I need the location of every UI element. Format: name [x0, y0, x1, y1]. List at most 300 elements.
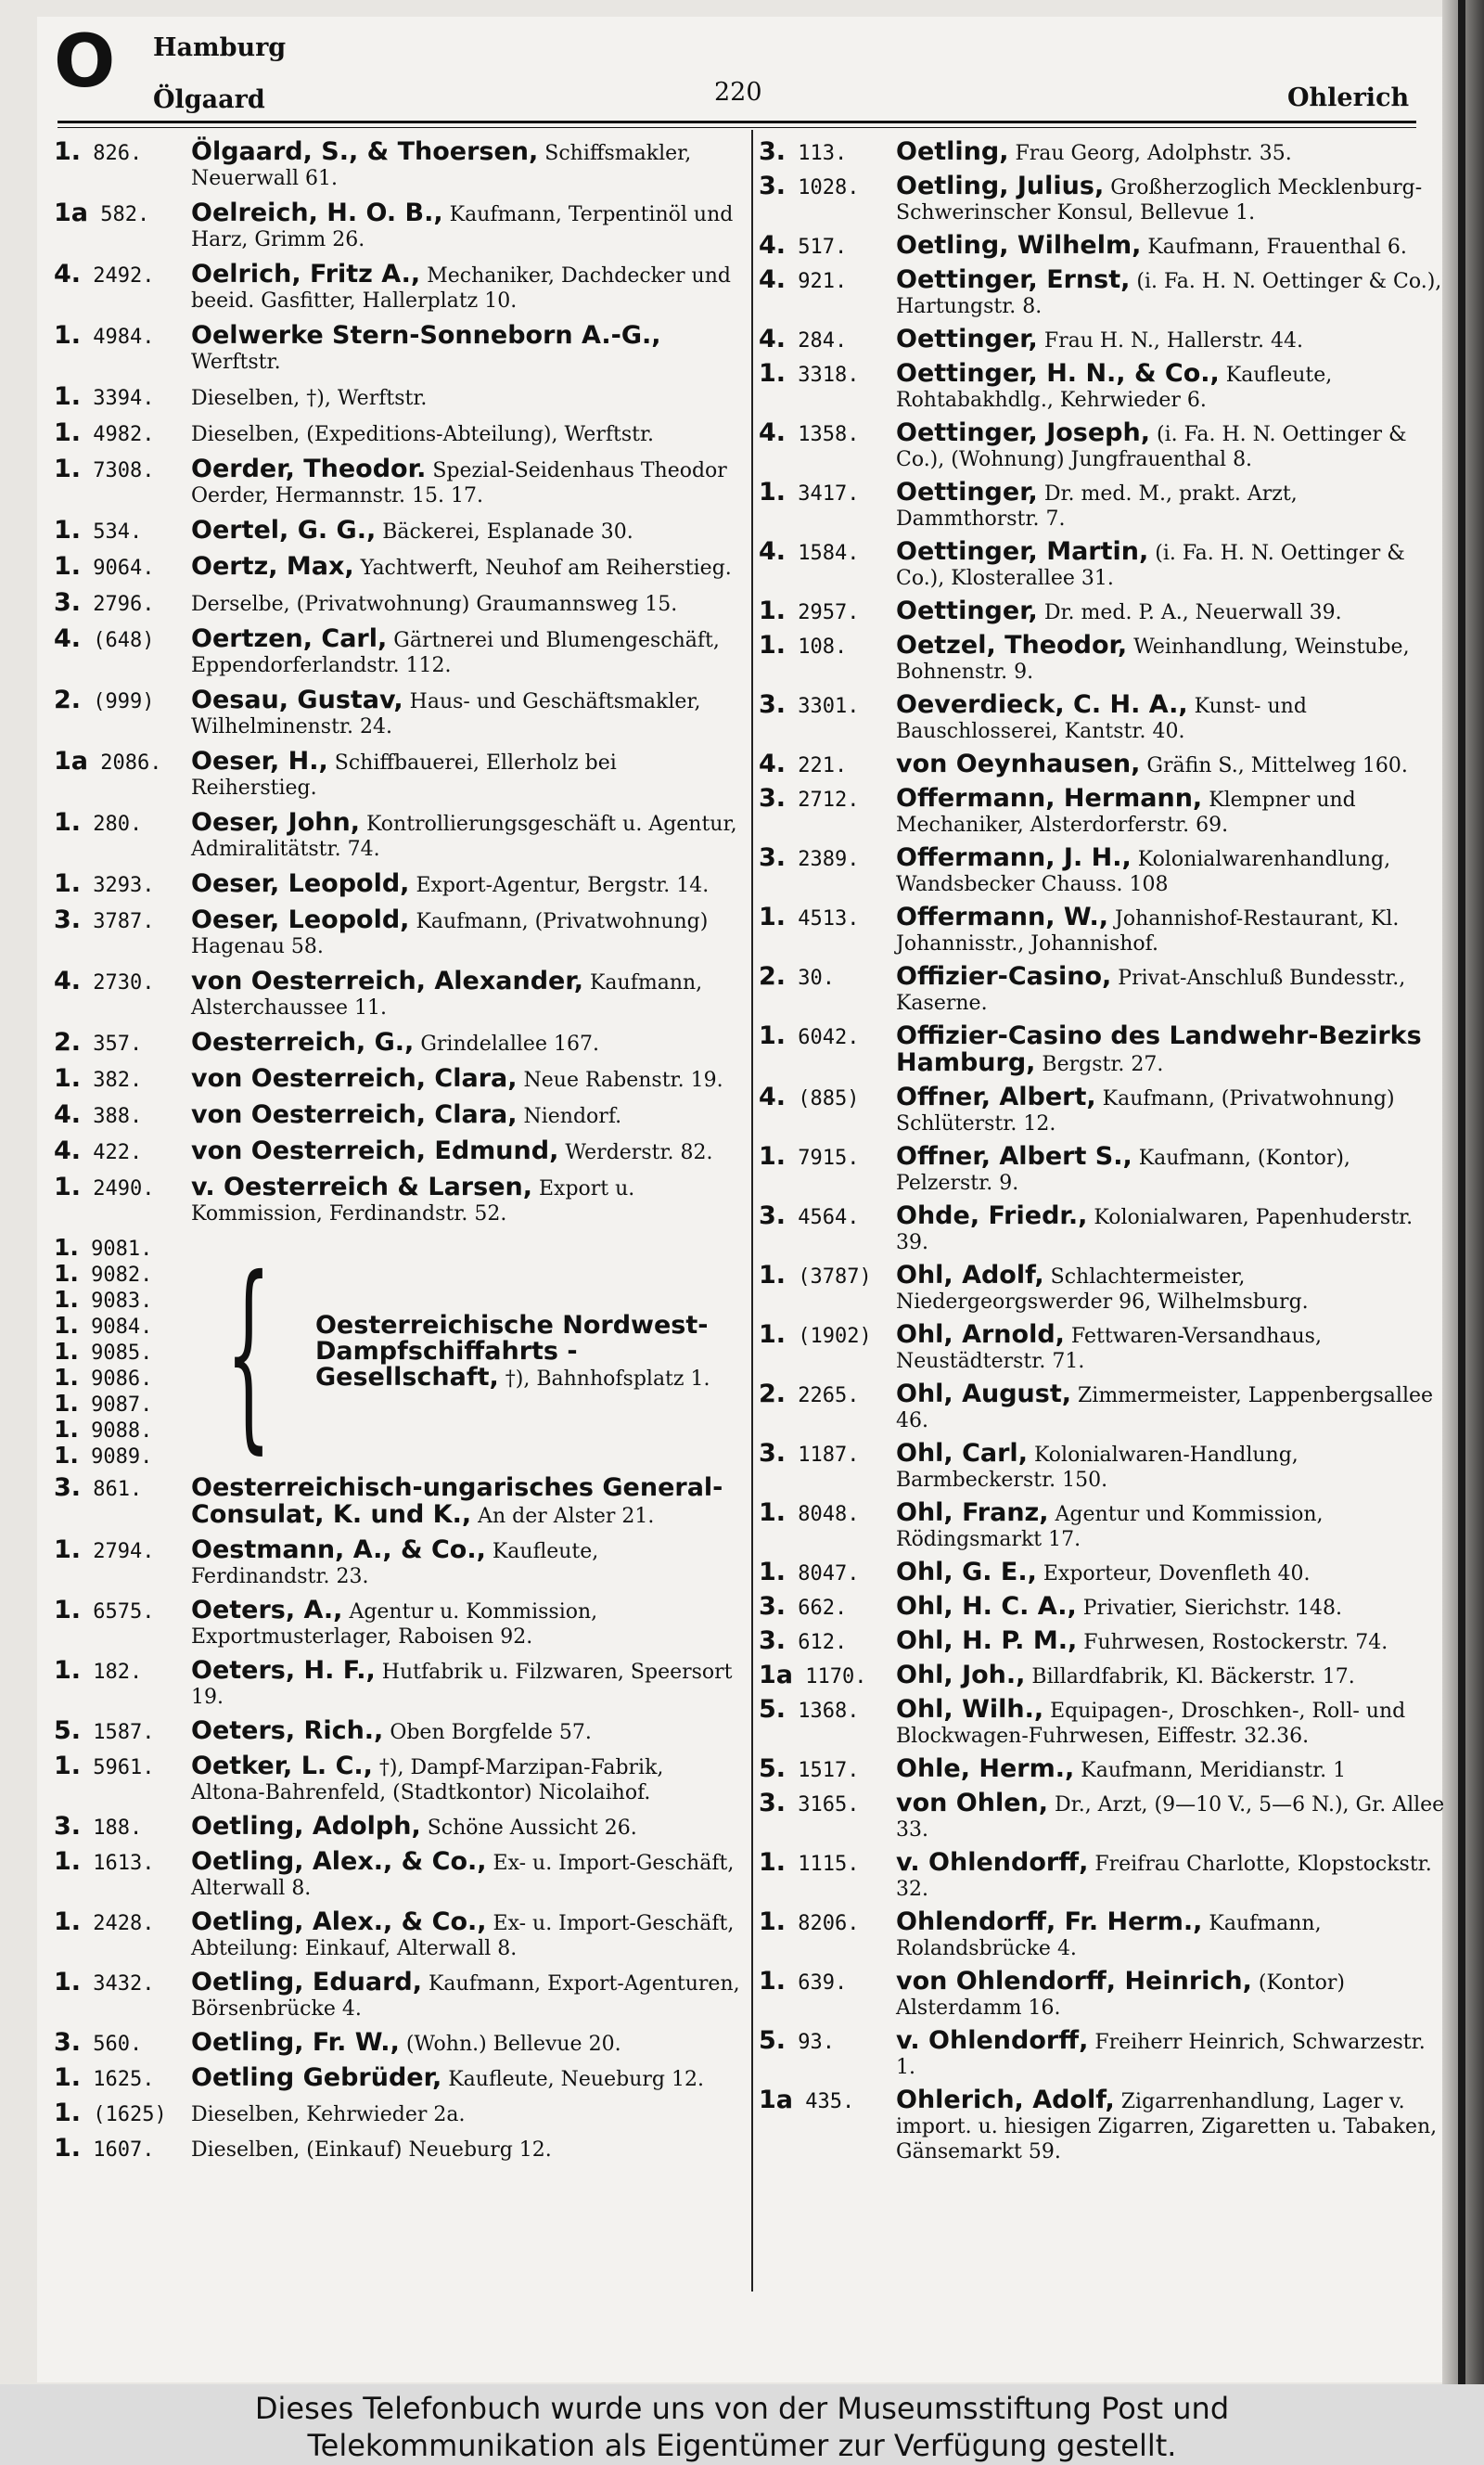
- entry-code: [54, 1598, 191, 1624]
- directory-entry: [759, 1263, 1445, 1315]
- entry-text: [896, 751, 1445, 778]
- exchange-code: 1.: [759, 359, 787, 388]
- directory-entry: [759, 1663, 1445, 1689]
- grouped-code: [54, 1366, 191, 1392]
- directory-entry: [759, 633, 1445, 685]
- header-rule-thin: [58, 127, 1416, 128]
- phone-number: 534.: [93, 520, 143, 544]
- phone-number: 9088.: [91, 1419, 153, 1443]
- entry-code: [54, 907, 191, 934]
- exchange-code: 1.: [759, 631, 787, 660]
- exchange-code: 1.: [54, 1260, 79, 1287]
- entry-details: Werftstr.: [191, 351, 281, 374]
- entry-details: Kaufmann, Meridianstr. 1: [1081, 1759, 1347, 1782]
- entry-text: [896, 1697, 1445, 1749]
- exchange-code: 1.: [759, 1261, 787, 1290]
- exchange-code: 4.: [759, 231, 787, 260]
- entry-details: Klempner und Mechaniker, Alsterdorferstr. 69.: [896, 789, 1356, 837]
- entry-name: v. Ohlendorff,: [896, 2026, 1089, 2055]
- exchange-code: 3.: [759, 1592, 787, 1621]
- directory-entry: [759, 2087, 1445, 2164]
- entry-text: [896, 539, 1445, 591]
- entry-text: [191, 1658, 740, 1710]
- exchange-code: 1.: [54, 1312, 79, 1339]
- directory-entry: [759, 1144, 1445, 1196]
- directory-entry: [54, 810, 740, 862]
- entry-details: Kaufmann, Frauenthal 6.: [1147, 236, 1407, 259]
- entry-name: Offizier-Casino,: [896, 962, 1112, 991]
- directory-entry: [759, 1441, 1445, 1493]
- phone-number: 826.: [93, 142, 143, 165]
- header-city: Hamburg: [153, 33, 287, 62]
- entry-text: [191, 1138, 740, 1165]
- grouped-code: [54, 1340, 191, 1366]
- entry-text: [191, 384, 740, 411]
- entry-name: Ohl, Joh.,: [896, 1661, 1026, 1689]
- phone-number: 4564.: [798, 1206, 860, 1229]
- entry-text: [896, 1628, 1445, 1655]
- entry-name: Oetling, Eduard,: [191, 1968, 422, 1996]
- phone-number: (999): [93, 690, 155, 713]
- entry-name: Ohl, H. P. M.,: [896, 1626, 1078, 1655]
- entry-text: [896, 1909, 1445, 1961]
- directory-entry: [759, 1381, 1445, 1433]
- entry-code: [759, 1969, 896, 1996]
- phone-number: 3165.: [798, 1793, 860, 1817]
- directory-entry: [759, 1969, 1445, 2021]
- entry-name: v. Ohlendorff,: [896, 1848, 1089, 1877]
- exchange-code: 4.: [759, 325, 787, 353]
- entry-name: Oettinger, H. N., & Co.,: [896, 359, 1220, 388]
- phone-number: (648): [93, 629, 155, 652]
- entry-details: Hutfabrik u. Filzwaren, Speersort 19.: [191, 1661, 733, 1709]
- exchange-code: 1.: [54, 418, 82, 447]
- entry-details: Dieselben, (Einkauf) Neueburg 12.: [191, 2138, 552, 2162]
- phone-number: 2086.: [100, 751, 162, 775]
- entry-code: [759, 267, 896, 294]
- exchange-code: 3.: [54, 1812, 82, 1841]
- entry-code: [759, 598, 896, 625]
- phone-number: 9081.: [91, 1238, 153, 1261]
- phone-number: (1625): [93, 2103, 167, 2126]
- entry-code: [759, 539, 896, 566]
- entry-code: [759, 1628, 896, 1655]
- phone-number: 639.: [798, 1971, 848, 1995]
- phone-number: 9086.: [91, 1367, 153, 1391]
- entry-name: Ölgaard, S., & Thoersen,: [191, 137, 539, 166]
- entry-details: Zigarrenhandlung, Lager v. import. u. hiesigen Zigarren, Zigaretten u. Tabaken, Gänsemarkt 59.: [896, 2090, 1438, 2163]
- left-column: [54, 139, 740, 2171]
- exchange-code: 3.: [759, 1789, 787, 1817]
- exchange-code: 1.: [54, 1234, 79, 1261]
- entry-name: Ohl, Carl,: [896, 1439, 1028, 1468]
- entry-details: Exporteur, Dovenfleth 40.: [1043, 1562, 1311, 1586]
- entry-details: Niendorf.: [523, 1105, 622, 1128]
- exchange-code: 1.: [759, 1498, 787, 1527]
- entry-code: [759, 1594, 896, 1621]
- entry-code: [759, 1203, 896, 1230]
- entry-name: Oertz, Max,: [191, 552, 354, 581]
- entry-details: Oben Borgfelde 57.: [390, 1721, 592, 1744]
- phone-number: 2712.: [798, 789, 860, 812]
- directory-entry: [54, 1970, 740, 2022]
- entry-name: von Oesterreich, Clara,: [191, 1100, 518, 1129]
- phone-number: 6042.: [798, 1026, 860, 1049]
- directory-entry: [759, 1594, 1445, 1621]
- exchange-code: 2.: [54, 686, 82, 714]
- phone-number: 1584.: [798, 542, 860, 565]
- directory-entry: [759, 751, 1445, 778]
- exchange-code: 4.: [54, 1136, 82, 1165]
- entry-code: [759, 233, 896, 260]
- entry-code: [759, 845, 896, 872]
- grouped-entry: [54, 1236, 740, 1470]
- phone-number: (1902): [798, 1325, 872, 1348]
- exchange-code: 1.: [54, 1064, 82, 1093]
- exchange-code: 2.: [759, 1380, 787, 1408]
- directory-entry: [759, 420, 1445, 472]
- entry-text: [191, 518, 740, 545]
- entry-text: [896, 1500, 1445, 1552]
- entry-details: Agentur und Kommission, Rödingsmarkt 17.: [896, 1503, 1324, 1551]
- entry-name: von Oesterreich, Clara,: [191, 1064, 518, 1093]
- phone-number: 9085.: [91, 1342, 153, 1365]
- entry-text: [896, 139, 1445, 166]
- entry-details: Dr. med. P. A., Neuerwall 39.: [1043, 601, 1342, 624]
- directory-entry: [54, 907, 740, 959]
- directory-entry: [54, 1537, 740, 1589]
- entry-code: [759, 1441, 896, 1468]
- exchange-code: 1.: [54, 382, 82, 411]
- phone-number: 1587.: [93, 1721, 155, 1744]
- entry-details: (i. Fa. H. N. Oettinger & Co.), Klosterallee 31.: [896, 542, 1405, 590]
- exchange-code: 1a: [759, 2086, 794, 2114]
- exchange-code: 1.: [759, 597, 787, 625]
- phone-number: 93.: [798, 2031, 836, 2054]
- exchange-code: 4.: [759, 265, 787, 294]
- entry-details: Derselbe, (Privatwohnung) Graumannsweg 15.: [191, 593, 678, 616]
- entry-code: [54, 590, 191, 617]
- phone-number: 2957.: [798, 601, 860, 624]
- phone-number: 280.: [93, 813, 143, 836]
- entry-details: Dieselben, (Expeditions-Abteilung), Werftstr.: [191, 423, 655, 446]
- exchange-code: 1.: [759, 1558, 787, 1586]
- entry-name: Oettinger,: [896, 325, 1038, 353]
- phone-number: 284.: [798, 329, 848, 353]
- entry-text: [191, 1814, 740, 1841]
- directory-entry: [759, 1500, 1445, 1552]
- exchange-code: 1.: [54, 2134, 82, 2163]
- phone-number: 4513.: [798, 907, 860, 931]
- entry-code: [759, 1791, 896, 1817]
- directory-entry: [54, 1175, 740, 1226]
- entry-details: Spezial-Seidenhaus Theodor Oerder, Hermannstr. 15. 17.: [191, 459, 727, 507]
- exchange-code: 4.: [54, 260, 82, 289]
- entry-name: Oelreich, H. O. B.,: [191, 199, 443, 227]
- directory-entry: [759, 692, 1445, 744]
- exchange-code: 1.: [54, 808, 82, 837]
- entry-code: [759, 1144, 896, 1171]
- directory-entry: [759, 1203, 1445, 1255]
- grouped-code: [54, 1236, 191, 1262]
- entry-details: Export-Agentur, Bergstr. 14.: [416, 874, 710, 897]
- phone-number: 1028.: [798, 176, 860, 199]
- entry-code: [54, 1814, 191, 1841]
- entry-details: Export u. Kommission, Ferdinandstr. 52.: [191, 1177, 635, 1226]
- directory-entry: [54, 323, 740, 375]
- entry-details: Werderstr. 82.: [565, 1141, 713, 1164]
- entry-name: Oettinger, Ernst,: [896, 265, 1131, 294]
- phone-number: 435.: [805, 2090, 855, 2113]
- entry-name: Ohl, Franz,: [896, 1498, 1049, 1527]
- exchange-code: 4.: [54, 967, 82, 995]
- entry-code: [54, 1475, 191, 1502]
- entry-code: [54, 1138, 191, 1165]
- exchange-code: 3.: [759, 843, 787, 872]
- exchange-code: 1.: [759, 1848, 787, 1877]
- exchange-code: 3.: [759, 1626, 787, 1655]
- entry-text: [896, 173, 1445, 225]
- directory-entry: [54, 554, 740, 581]
- phone-number: 1613.: [93, 1852, 155, 1875]
- page-number: 220: [714, 78, 762, 107]
- directory-entry: [759, 905, 1445, 956]
- exchange-code: 4.: [54, 624, 82, 653]
- entry-code: [54, 969, 191, 995]
- phone-number: 9087.: [91, 1393, 153, 1417]
- entry-code: [759, 1263, 896, 1290]
- exchange-code: 1.: [54, 455, 82, 483]
- directory-entry: [759, 233, 1445, 260]
- entry-code: [54, 1537, 191, 1564]
- entry-text: [314, 1311, 740, 1392]
- book-spine-shadow: [1458, 0, 1465, 2384]
- directory-entry: [54, 1718, 740, 1745]
- entry-details: †), Bahnhofsplatz 1.: [505, 1367, 710, 1391]
- exchange-code: 1.: [759, 1907, 787, 1936]
- phone-number: 1187.: [798, 1444, 860, 1467]
- entry-code: [54, 810, 191, 837]
- phone-number: 861.: [93, 1478, 143, 1501]
- entry-text: [191, 554, 740, 581]
- entry-code: [759, 1697, 896, 1724]
- entry-name: Oetling, Adolph,: [191, 1812, 421, 1841]
- entry-name: Oetling, Alex., & Co.,: [191, 1847, 487, 1876]
- entry-details: Kunst- und Bauschlosserei, Kantstr. 40.: [896, 695, 1307, 743]
- entry-name: Oettinger,: [896, 597, 1038, 625]
- exchange-code: 1.: [54, 1968, 82, 1996]
- entry-text: [896, 598, 1445, 625]
- phone-number: 3318.: [798, 364, 860, 387]
- phone-number: 2796.: [93, 593, 155, 616]
- entry-name: Oertzen, Carl,: [191, 624, 388, 653]
- entry-details: Haus- und Geschäftsmakler, Wilhelminenstr. 24.: [191, 690, 701, 738]
- phone-number: 9083.: [91, 1290, 153, 1313]
- entry-code: [54, 1030, 191, 1057]
- phone-number: 422.: [93, 1141, 143, 1164]
- entry-code: [759, 2028, 896, 2055]
- exchange-code: 1.: [54, 2099, 82, 2127]
- entry-text: [896, 2028, 1445, 2080]
- directory-entry: [54, 687, 740, 739]
- entry-name: Oetzel, Theodor,: [896, 631, 1128, 660]
- directory-entry: [759, 1560, 1445, 1586]
- entry-text: [896, 1381, 1445, 1433]
- directory-entry: [54, 139, 740, 191]
- exchange-code: 1a: [54, 747, 89, 776]
- entry-details: Mechaniker, Dachdecker und beeid. Gasfitter, Hallerplatz 10.: [191, 264, 731, 313]
- entry-text: [191, 2030, 740, 2057]
- entry-details: Equipagen-, Droschken-, Roll- und Blockwagen-Fuhrwesen, Eiffestr. 32.36.: [896, 1700, 1406, 1748]
- entry-code: [54, 749, 191, 776]
- entry-name: Oelwerke Stern-Sonneborn A.-G.,: [191, 321, 661, 350]
- grouped-code: [54, 1314, 191, 1340]
- exchange-code: 1.: [54, 1907, 82, 1936]
- entry-text: [191, 1175, 740, 1226]
- entry-text: [191, 907, 740, 959]
- entry-code: [54, 420, 191, 447]
- exchange-code: 1.: [54, 516, 82, 545]
- entry-code: [759, 480, 896, 507]
- entry-details: Kaufleute, Neueburg 12.: [448, 2068, 704, 2091]
- entry-text: [896, 327, 1445, 353]
- entry-text: [896, 1560, 1445, 1586]
- exchange-code: 4.: [759, 1083, 787, 1111]
- entry-name: Oesterreichische Nordwest-Dampfschiffahrts - Gesellschaft,: [314, 1311, 709, 1392]
- entry-code: [759, 1023, 896, 1050]
- entry-details: Weinhandlung, Weinstube, Bohnenstr. 9.: [896, 636, 1410, 684]
- entry-details: Dieselben, †), Werftstr.: [191, 387, 428, 410]
- directory-entry: [54, 1138, 740, 1165]
- exchange-code: 1.: [759, 1967, 787, 1996]
- entry-name: Oeser, H.,: [191, 747, 328, 776]
- entry-code: [54, 1909, 191, 1936]
- directory-entry: [759, 267, 1445, 319]
- directory-entry: [759, 1909, 1445, 1961]
- phone-number: 30.: [798, 967, 836, 990]
- brace-symbol: {: [225, 1234, 272, 1471]
- entry-details: Schlachtermeister, Niedergeorgswerder 96, Wilhelmsburg.: [896, 1265, 1309, 1314]
- entry-details: Gräfin S., Mittelweg 160.: [1146, 754, 1408, 777]
- exchange-code: 1.: [54, 1364, 79, 1391]
- entry-text: [896, 267, 1445, 319]
- entry-code: [759, 361, 896, 388]
- phone-number: 2389.: [798, 848, 860, 871]
- directory-entry: [759, 598, 1445, 625]
- phone-number: 3301.: [798, 695, 860, 718]
- entry-name: Ohl, August,: [896, 1380, 1071, 1408]
- entry-text: [896, 1594, 1445, 1621]
- entry-name: Oeverdieck, C. H. A.,: [896, 690, 1188, 719]
- entry-text: [191, 200, 740, 252]
- entry-text: [191, 262, 740, 314]
- entry-text: [896, 233, 1445, 260]
- exchange-code: 4.: [759, 750, 787, 778]
- entry-details: Kaufmann, Alsterchaussee 11.: [191, 971, 703, 1020]
- exchange-code: 1a: [759, 1661, 794, 1689]
- directory-entry: [54, 969, 740, 1021]
- exchange-code: 5.: [759, 1695, 787, 1724]
- entry-text: [191, 1718, 740, 1745]
- directory-entry: [54, 262, 740, 314]
- phone-number: 662.: [798, 1597, 848, 1620]
- entry-text: [191, 2100, 740, 2127]
- directory-entry: [759, 1628, 1445, 1655]
- directory-entry: [54, 871, 740, 898]
- entry-text: [191, 969, 740, 1021]
- directory-entry: [759, 964, 1445, 1016]
- entry-details: Frau H. N., Hallerstr. 44.: [1043, 329, 1303, 353]
- exchange-code: 3.: [54, 1473, 82, 1502]
- phone-number: 7308.: [93, 459, 155, 482]
- exchange-code: 3.: [759, 1201, 787, 1230]
- phone-number: 9082.: [91, 1264, 153, 1287]
- right-column: [759, 139, 1445, 2172]
- exchange-code: 1.: [54, 1596, 82, 1624]
- entry-text: [191, 1537, 740, 1589]
- directory-entry: [54, 1753, 740, 1805]
- entry-name: Oetling, Fr. W.,: [191, 2028, 400, 2057]
- exchange-code: 1.: [54, 1535, 82, 1564]
- entry-code: [54, 2100, 191, 2127]
- phone-number: 2492.: [93, 264, 155, 288]
- entry-details: Kontrollierungsgeschäft u. Agentur, Admiralitätstr. 74.: [191, 813, 737, 861]
- directory-entry: [759, 1697, 1445, 1749]
- directory-entry: [54, 1475, 740, 1529]
- phone-number: 113.: [798, 142, 848, 165]
- entry-name: Oetling, Julius,: [896, 172, 1105, 200]
- entry-text: [191, 420, 740, 447]
- footer-line-1: Dieses Telefonbuch wurde uns von der Museumsstiftung Post und: [254, 2391, 1230, 2426]
- entry-name: Offner, Albert,: [896, 1083, 1096, 1111]
- directory-entry: [759, 845, 1445, 897]
- entry-name: Oestmann, A., & Co.,: [191, 1535, 486, 1564]
- entry-name: von Ohlen,: [896, 1789, 1048, 1817]
- entry-details: Yachtwerft, Neuhof am Reiherstieg.: [360, 557, 732, 580]
- entry-text: [191, 810, 740, 862]
- entry-code: [54, 139, 191, 166]
- directory-entry: [54, 2030, 740, 2057]
- entry-name: Ohl, Arnold,: [896, 1320, 1065, 1349]
- entry-code: [759, 633, 896, 660]
- entry-code: [759, 2087, 896, 2114]
- entry-code: [54, 2065, 191, 2092]
- entry-code: [54, 626, 191, 653]
- directory-entry: [54, 518, 740, 545]
- entry-text: [191, 871, 740, 898]
- entry-name: Oeser, Leopold,: [191, 869, 410, 898]
- entry-code: [54, 1970, 191, 1996]
- entry-name: Oerder, Theodor.: [191, 455, 427, 483]
- entry-code: [54, 262, 191, 289]
- entry-details: †), Dampf-Marzipan-Fabrik, Altona-Bahrenfeld, (Stadtkontor) Nicolaihof.: [191, 1756, 664, 1804]
- phone-number: 1115.: [798, 1853, 860, 1876]
- exchange-code: 1.: [54, 1173, 82, 1201]
- entry-name: von Oesterreich, Alexander,: [191, 967, 583, 995]
- directory-entry: [54, 2100, 740, 2127]
- entry-code: [759, 327, 896, 353]
- entry-name: Oeser, John,: [191, 808, 360, 837]
- entry-code: [759, 905, 896, 931]
- entry-details: Kaufmann, Terpentinöl und Harz, Grimm 26.: [191, 203, 734, 251]
- exchange-code: 1.: [54, 1286, 79, 1313]
- exchange-code: 1.: [759, 1320, 787, 1349]
- entry-code: [759, 173, 896, 200]
- entry-code: [759, 1322, 896, 1349]
- entry-name: Ohl, G. E.,: [896, 1558, 1037, 1586]
- entry-text: [896, 905, 1445, 956]
- entry-name: Offermann, W.,: [896, 903, 1108, 931]
